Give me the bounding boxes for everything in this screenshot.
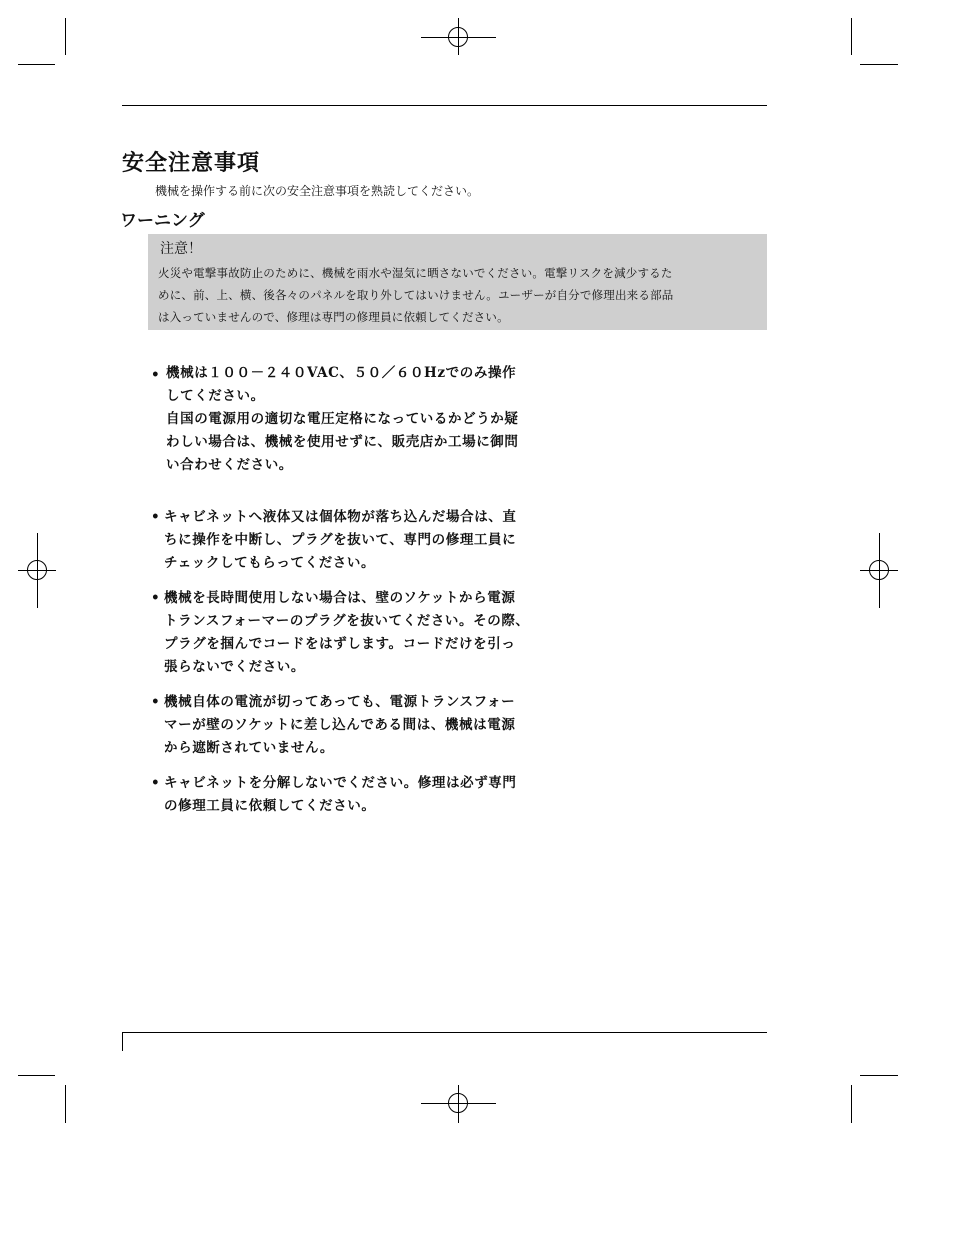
crop-mark [851, 18, 852, 55]
crop-mark [851, 1085, 852, 1123]
caution-line: 火災や電撃事故防止のために、機械を雨水や湿気に晒さないでください。電撃リスクを減少するた [158, 266, 673, 280]
intro-text: 機械を操作する前に次の安全注意事項を熟読してください。 [155, 184, 480, 198]
crop-mark [65, 1085, 66, 1123]
crop-mark [18, 1075, 55, 1076]
bullet-mark: • [151, 509, 161, 525]
caution-heading: 注意！ [160, 241, 202, 257]
caution-line: は入っていませんので、修理は専門の修理員に依頼してください。 [158, 310, 509, 324]
item-line: ちに操作を中断し、プラグを抜いて、専門の修理工員に [164, 532, 517, 548]
page-title: 安全注意事項 [122, 150, 261, 176]
item-line: 張らないでください。 [164, 659, 305, 675]
safety-item-cabinet [150, 772, 560, 818]
safety-item-transformer [150, 691, 560, 760]
bullet-mark: • [151, 590, 161, 606]
crop-mark [65, 18, 66, 55]
item-line: してください。 [166, 388, 265, 404]
registration-circle [27, 560, 47, 580]
item-line: から遮断されていません。 [164, 740, 335, 756]
item-line: 機械を長時間使用しない場合は、壁のソケットから電源 [164, 590, 516, 606]
bullet-mark: • [151, 694, 161, 710]
caution-line: めに、前、上、横、後各々のパネルを取り外してはいけません。ユーザーが自分で修理出来る部品 [158, 288, 674, 302]
item-line: マーが壁のソケットに差し込んである間は、機械は電源 [164, 717, 516, 733]
item-line: 機械は１００－２４０VAC、５０／６０Hzでのみ操作 [166, 365, 517, 381]
item-line: わしい場合は、機械を使用せずに、販売店か工場に御問 [166, 434, 519, 450]
crop-mark [18, 64, 55, 65]
caution-body [158, 262, 757, 328]
item-line: キャビネットへ液体又は個体物が落ち込んだ場合は、直 [164, 509, 517, 525]
registration-circle [448, 27, 468, 47]
item-line: プラグを掴んでコードをはずします。コードだけを引っ [164, 636, 516, 652]
item-line: キャビネットを分解しないでください。修理は必ず専門 [164, 775, 517, 791]
safety-item-liquid [150, 506, 560, 575]
item-line: い合わせください。 [166, 457, 293, 473]
crop-mark [860, 64, 898, 65]
bullet-mark: • [151, 367, 161, 383]
caution-box [148, 234, 767, 330]
item-line: 機械自体の電流が切ってあっても、電源トランスフォー [164, 694, 516, 710]
item-line: 自国の電源用の適切な電圧定格になっているかどうか疑 [166, 411, 519, 427]
warning-heading: ワーニング [120, 211, 205, 231]
registration-circle [869, 560, 889, 580]
item-line: の修理工員に依頼してください。 [164, 798, 376, 814]
header-rule [122, 105, 767, 106]
footer-rule [122, 1032, 767, 1033]
safety-list [150, 362, 560, 818]
safety-item-power [150, 362, 560, 477]
crop-mark [860, 1075, 898, 1076]
safety-item-unplug [150, 587, 560, 679]
item-line: トランスフォーマーのプラグを抜いてください。その際、 [164, 613, 530, 629]
footer-rule-tick [122, 1032, 123, 1051]
registration-circle [448, 1093, 468, 1113]
item-line: チェックしてもらってください。 [164, 555, 376, 571]
bullet-mark: • [151, 775, 161, 791]
